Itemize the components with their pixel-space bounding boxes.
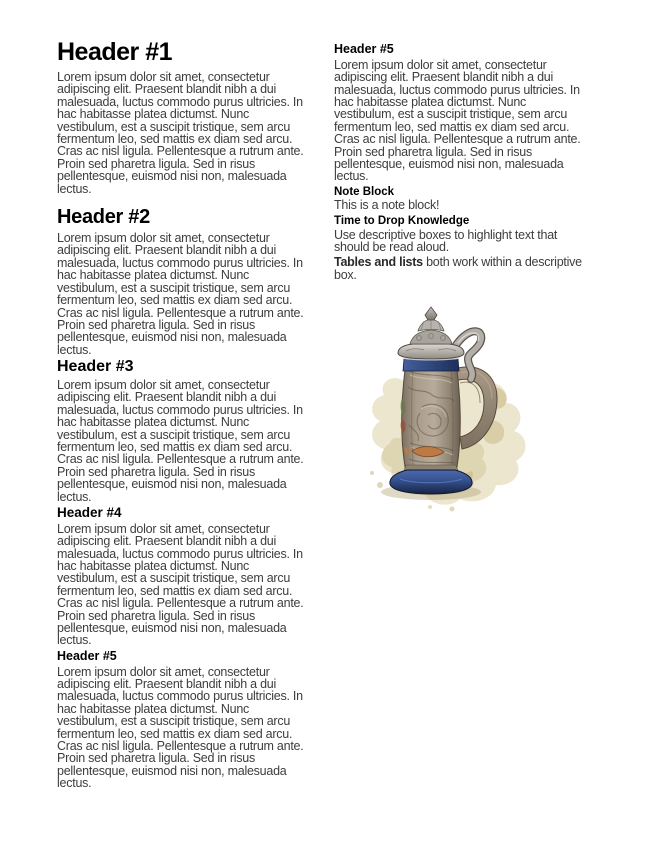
note-block-text: This is a note block! <box>334 198 440 213</box>
tables-note-rest: both work within a descriptive box. <box>334 255 582 282</box>
stein-blue-neck-band <box>403 359 459 371</box>
beer-stein-illustration <box>334 303 590 518</box>
section-paragraph: Lorem ipsum dolor sit amet, consectetur adipiscing elit. Praesent blandit nibh a dui malesuada, luctus commodo purus ultricies. In hac habitasse platea dictumst. Nunc vestibulum, est a suscipit tristique, sem arcu fermentum leo, sed mattis ex diam sed arcu. Cras ac nisl ligula. Pellentesque a rutrum ante. Proin sed pharetra ligula. Sed in risus pellentesque, euismod nisi non, malesuada lectus. <box>57 521 304 648</box>
section-header-4: Header #4 <box>57 504 122 520</box>
left-column <box>57 40 311 793</box>
section-header-2: Header #2 <box>57 206 150 229</box>
right-column <box>334 40 588 793</box>
tables-note-bold: Tables and lists <box>334 255 423 270</box>
section-paragraph: Lorem ipsum dolor sit amet, consectetur adipiscing elit. Praesent blandit nibh a dui malesuada, luctus commodo purus ultricies. In hac habitasse platea dictumst. Nunc vestibulum, est a suscipit tristique, sem arcu fermentum leo, sed mattis ex diam sed arcu. Cras ac nisl ligula. Pellentesque a rutrum ante. Proin sed pharetra ligula. Sed in risus pellentesque, euismod nisi non, malesuada lectus. <box>57 231 304 357</box>
section-paragraph: Lorem ipsum dolor sit amet, consectetur adipiscing elit. Praesent blandit nibh a dui malesuada, luctus commodo purus ultricies. In hac habitasse platea dictumst. Nunc vestibulum, est a suscipit tristique, sem arcu fermentum leo, sed mattis ex diam sed arcu. Cras ac nisl ligula. Pellentesque a rutrum ante. Proin sed pharetra ligula. Sed in risus pellentesque, euismod nisi non, malesuada lectus. <box>57 70 304 196</box>
section-header-1: Header #1 <box>57 38 173 66</box>
section-header-3: Header #3 <box>57 358 134 376</box>
section-paragraph: Lorem ipsum dolor sit amet, consectetur adipiscing elit. Praesent blandit nibh a dui malesuada, luctus commodo purus ultricies. In hac habitasse platea dictumst. Nunc vestibulum, est a suscipit tristique, sem arcu fermentum leo, sed mattis ex diam sed arcu. Cras ac nisl ligula. Pellentesque a rutrum ante. Proin sed pharetra ligula. Sed in risus pellentesque, euismod nisi non, malesuada lectus. <box>57 377 304 504</box>
tables-note-text <box>334 256 588 281</box>
note-block-label: Note Block <box>334 185 395 198</box>
section-header-5-right: Header #5 <box>334 42 394 56</box>
stein-body <box>401 363 461 467</box>
stein-pewter-lid <box>398 307 464 360</box>
section-header-5: Header #5 <box>57 648 117 663</box>
knowledge-label: Time to Drop Knowledge <box>334 214 470 227</box>
knowledge-text: Use descriptive boxes to highlight text that should be read aloud. <box>334 227 558 254</box>
section-paragraph: Lorem ipsum dolor sit amet, consectetur adipiscing elit. Praesent blandit nibh a dui malesuada, luctus commodo purus ultricies. In hac habitasse platea dictumst. Nunc vestibulum, est a suscipit tristique, sem arcu fermentum leo, sed mattis ex diam sed arcu. Cras ac nisl ligula. Pellentesque a rutrum ante. Proin sed pharetra ligula. Sed in risus pellentesque, euismod nisi non, malesuada lectus. <box>334 57 581 184</box>
stein-figure <box>334 303 590 518</box>
two-column-layout <box>57 40 588 793</box>
section-paragraph: Lorem ipsum dolor sit amet, consectetur adipiscing elit. Praesent blandit nibh a dui malesuada, luctus commodo purus ultricies. In hac habitasse platea dictumst. Nunc vestibulum, est a suscipit tristique, sem arcu fermentum leo, sed mattis ex diam sed arcu. Cras ac nisl ligula. Pellentesque a rutrum ante. Proin sed pharetra ligula. Sed in risus pellentesque, euismod nisi non, malesuada lectus. <box>57 664 304 791</box>
lid-finial <box>425 307 437 320</box>
